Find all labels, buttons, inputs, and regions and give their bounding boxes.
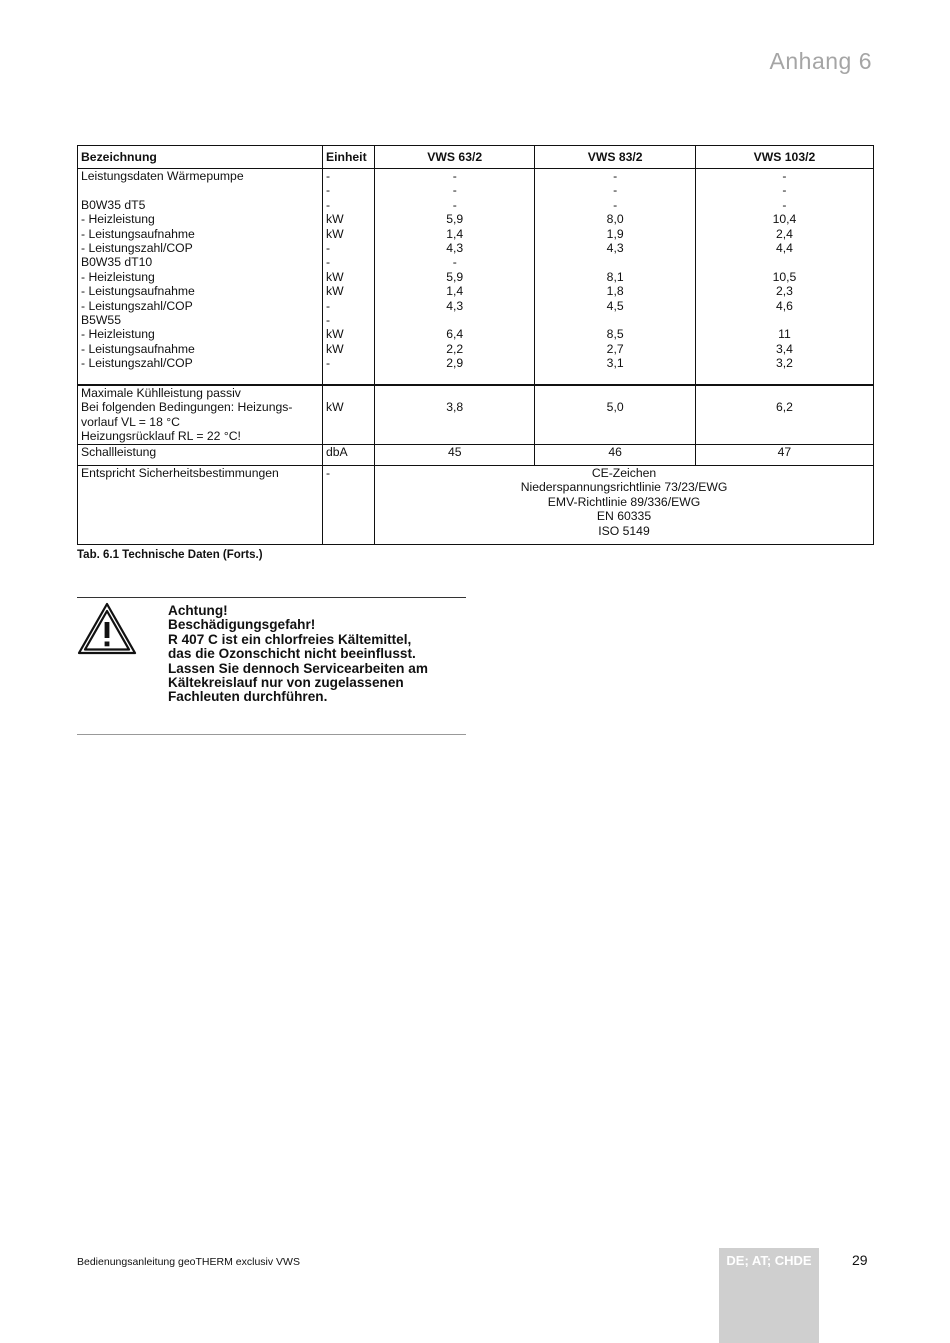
performance-vws83-cell-line: 4,3 <box>606 240 624 255</box>
performance-units-cell <box>323 169 375 386</box>
performance-vws63-cell-line: 4,3 <box>446 240 464 255</box>
performance-units-cell-line: - <box>326 312 331 327</box>
safety-standards-cell-line: EN 60335 <box>596 509 652 524</box>
performance-labels-cell <box>78 169 323 386</box>
table-row-safety <box>78 466 874 545</box>
footer-manual-title: Bedienungsanleitung geoTHERM exclusiv VWS <box>77 1256 300 1268</box>
table-row-sound <box>78 445 874 466</box>
sound-vws83-cell: 46 <box>535 445 695 466</box>
performance-units-cell-line: - <box>326 356 331 371</box>
cooling-unit-cell <box>323 385 375 445</box>
table-row-cooling <box>78 385 874 445</box>
performance-vws103-cell-line: - <box>782 197 787 212</box>
language-codes: DE; AT; CHDE <box>726 1253 812 1268</box>
performance-units-cell-line: kW <box>326 341 344 356</box>
safety-standards-cell-line: Niederspannungsrichtlinie 73/23/EWG <box>520 480 728 495</box>
cooling-labels-cell <box>78 385 323 445</box>
performance-vws83-cell-line: - <box>613 169 618 183</box>
performance-labels-cell-line: - Leistungsaufnahme <box>81 341 195 356</box>
performance-vws63-cell <box>375 169 535 386</box>
warning-text-line: Achtung! <box>168 603 228 618</box>
cooling-labels-cell-line: Heizungsrücklauf RL = 22 °C! <box>81 429 241 444</box>
performance-vws63-cell-line: 2,2 <box>446 341 464 356</box>
performance-vws63-cell-line: 2,9 <box>446 356 464 371</box>
performance-labels-cell-line: - Leistungsaufnahme <box>81 284 195 299</box>
sound-label-cell: Schallleistung <box>78 445 323 466</box>
performance-vws83-cell-line: 4,5 <box>606 298 624 313</box>
warning-triangle-icon <box>77 602 137 656</box>
warning-text-line: Lassen Sie dennoch Servicearbeiten am <box>168 660 428 676</box>
performance-vws103-cell-line: 4,6 <box>775 298 793 313</box>
safety-label-cell: Entspricht Sicherheitsbestimmungen <box>78 466 323 545</box>
safety-standards-cell-line: EMV-Richtlinie 89/336/EWG <box>547 494 701 509</box>
performance-labels-cell-line: - Heizleistung <box>81 269 155 284</box>
sound-vws63-cell: 45 <box>375 445 535 466</box>
column-header-einheit: Einheit <box>323 146 375 169</box>
performance-labels-cell-line: - Leistungszahl/COP <box>81 298 193 313</box>
cooling-vws63-value: 3,8 <box>446 400 464 415</box>
performance-units-cell-line: - <box>326 197 331 212</box>
cooling-vws83-value: 5,0 <box>606 400 624 415</box>
performance-vws63-cell-line: - <box>452 183 457 198</box>
technical-data-table <box>77 145 874 545</box>
performance-vws63-cell-line: - <box>452 169 457 183</box>
column-header-vws83: VWS 83/2 <box>535 146 695 169</box>
performance-vws83-cell-line: 3,1 <box>606 356 624 371</box>
sound-unit-cell: dbA <box>323 445 375 466</box>
performance-units-cell-line: kW <box>326 327 344 342</box>
warning-text-line: Beschädigungsgefahr! <box>168 617 316 633</box>
performance-vws83-cell-line: 8,5 <box>606 327 624 342</box>
language-tab <box>719 1248 819 1343</box>
performance-vws63-cell-line: - <box>452 255 457 270</box>
performance-labels-cell-line: B5W55 <box>81 312 121 327</box>
performance-vws83-cell-line: 1,8 <box>606 284 624 299</box>
performance-vws63-cell-line: 1,4 <box>446 284 464 299</box>
performance-vws103-cell-line: 3,4 <box>775 341 793 356</box>
performance-vws63-cell-line <box>378 313 531 327</box>
performance-vws63-cell-line: 5,9 <box>446 269 464 284</box>
performance-vws103-cell-line: 2,4 <box>775 226 793 241</box>
performance-units-cell-line: - <box>326 169 331 183</box>
performance-vws83-cell-line: 2,7 <box>606 341 624 356</box>
performance-vws63-cell-line: 5,9 <box>446 212 464 227</box>
performance-vws83-cell-line: 1,9 <box>606 226 624 241</box>
performance-labels-cell-line: Leistungsdaten Wärmepumpe <box>81 169 244 183</box>
column-header-bezeichnung: Bezeichnung <box>78 146 323 169</box>
performance-labels-cell-line: B0W35 dT5 <box>81 197 146 212</box>
warning-box <box>77 597 466 735</box>
performance-vws83-cell-line: - <box>613 183 618 198</box>
performance-vws83-cell-line: 8,1 <box>606 269 624 284</box>
performance-labels-cell-line: - Leistungsaufnahme <box>81 226 195 241</box>
cooling-labels-cell-line: Maximale Kühlleistung passiv <box>81 386 241 400</box>
table-row-performance <box>78 169 874 386</box>
cooling-vws103-value: 6,2 <box>775 400 793 415</box>
performance-vws103-cell-line: 11 <box>778 327 791 342</box>
performance-vws103-cell-line: - <box>782 169 787 183</box>
safety-standards-cell-line: ISO 5149 <box>598 523 650 538</box>
performance-vws83-cell-line <box>538 313 691 327</box>
performance-labels-cell-line <box>81 183 319 197</box>
performance-units-cell-line: - <box>326 183 331 198</box>
performance-units-cell-line: kW <box>326 269 344 284</box>
performance-vws63-cell-line: 6,4 <box>446 327 464 342</box>
performance-vws103-cell-line: 10,4 <box>772 212 797 227</box>
performance-vws63-cell-line: 4,3 <box>446 298 464 313</box>
performance-vws83-cell-line <box>538 255 691 269</box>
cooling-vws103-cell <box>695 385 873 445</box>
column-header-vws103: VWS 103/2 <box>695 146 873 169</box>
cooling-vws83-cell <box>535 385 695 445</box>
safety-standards-cell <box>375 466 874 545</box>
performance-vws103-cell-line: 3,2 <box>775 356 793 371</box>
performance-labels-cell-line: - Leistungszahl/COP <box>81 356 193 371</box>
safety-standards-cell-line: CE-Zeichen <box>591 466 657 480</box>
performance-labels-cell-line: B0W35 dT10 <box>81 255 153 270</box>
warning-text-line: Fachleuten durchführen. <box>168 689 328 705</box>
performance-units-cell-line: kW <box>326 284 344 299</box>
performance-vws103-cell-line: 2,3 <box>775 284 793 299</box>
performance-units-cell-line: - <box>326 298 331 313</box>
performance-units-cell-line: kW <box>326 226 344 241</box>
performance-vws83-cell <box>535 169 695 386</box>
performance-units-cell-line: - <box>326 240 331 255</box>
warning-text-line: das die Ozonschicht nicht beeinflusst. <box>168 646 416 662</box>
cooling-labels-cell-line: Bei folgenden Bedingungen: Heizungs- <box>81 400 293 415</box>
table-header-row <box>78 146 874 169</box>
performance-units-cell-line: kW <box>326 212 344 227</box>
performance-labels-cell-line: - Leistungszahl/COP <box>81 240 193 255</box>
page-number: 29 <box>852 1252 868 1268</box>
cooling-vws63-cell <box>375 385 535 445</box>
cooling-labels-cell-line: vorlauf VL = 18 °C <box>81 414 180 429</box>
performance-vws103-cell-line <box>699 313 870 327</box>
performance-vws83-cell-line: 8,0 <box>606 212 624 227</box>
performance-vws103-cell-line: - <box>782 183 787 198</box>
performance-vws103-cell-line: 10,5 <box>772 269 797 284</box>
performance-vws103-cell-line <box>699 255 870 269</box>
performance-vws103-cell <box>695 169 873 386</box>
performance-vws103-cell-line: 4,4 <box>775 240 793 255</box>
page-header-title: Anhang 6 <box>769 48 872 74</box>
warning-text <box>168 602 466 703</box>
sound-vws103-cell: 47 <box>695 445 873 466</box>
performance-labels-cell-line: - Heizleistung <box>81 212 155 227</box>
performance-vws63-cell-line: 1,4 <box>446 226 464 241</box>
cooling-unit: kW <box>326 400 344 415</box>
safety-unit-cell: - <box>323 466 375 545</box>
table-caption: Tab. 6.1 Technische Daten (Forts.) <box>77 549 263 561</box>
performance-vws63-cell-line: - <box>452 197 457 212</box>
column-header-vws63: VWS 63/2 <box>375 146 535 169</box>
warning-text-line: R 407 C ist ein chlorfreies Kältemittel, <box>168 631 412 647</box>
warning-text-line: Kältekreislauf nur von zugelassenen <box>168 674 404 690</box>
performance-labels-cell-line: - Heizleistung <box>81 327 155 342</box>
performance-vws83-cell-line: - <box>613 197 618 212</box>
performance-units-cell-line: - <box>326 255 331 270</box>
